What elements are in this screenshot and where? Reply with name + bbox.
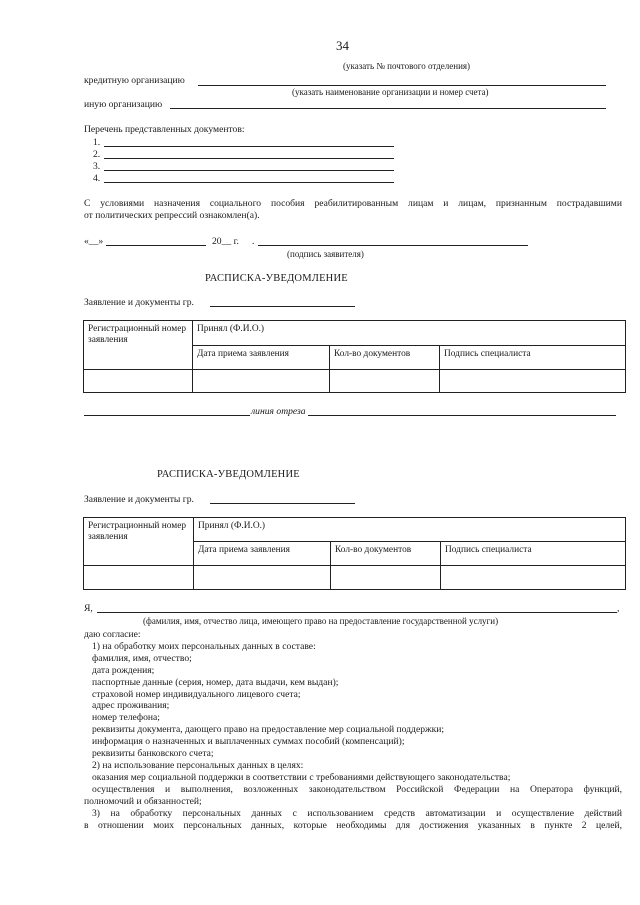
consent-line: информация о назначенных и выплаченных суммах пособий (компенсаций); [92,736,405,748]
receipt-table [83,517,626,590]
receipt-applicant-field[interactable] [210,306,355,307]
consent-line: осуществления и выполнения, возложенных законодательством Российской Федерации на Оператора функций, [92,783,622,795]
document-item-field[interactable] [104,146,394,147]
acknowledgment-text: от политических репрессий ознакомлен(а). [84,210,260,221]
receipt-applicant-field[interactable] [210,503,355,504]
postal-office-hint: (указать № почтового отделения) [343,61,471,71]
signature-cell[interactable] [440,370,626,393]
document-item-field[interactable] [104,182,394,183]
date-day-field[interactable]: «__» [84,236,104,247]
consent-line: 1) на обработку моих персональных данных в составе: [92,640,316,652]
document-item-number: 1. [93,137,101,148]
consent-line: адрес проживания; [92,700,170,712]
consent-line: фамилия, имя, отчество; [92,652,192,664]
consent-line: полномочий и обязанностей; [84,795,202,807]
accepted-header: Принял (Ф.И.О.) [194,518,626,542]
document-item-field[interactable] [104,158,394,159]
date-dot: . [252,236,255,247]
document-item-number: 4. [93,173,101,184]
consent-body [84,629,622,831]
credit-org-label: кредитную организацию [84,75,185,86]
date-month-field[interactable] [106,245,206,246]
receipt-title: РАСПИСКА-УВЕДОМЛЕНИЕ [157,469,300,480]
documents-heading: Перечень представленных документов: [84,124,245,135]
other-org-label: иную организацию [84,99,163,110]
consent-ya: Я, [84,603,93,614]
document-item-field[interactable] [104,170,394,171]
date-column-header: Дата приема заявления [193,346,330,370]
receipt-table [83,320,626,393]
consent-line: 2) на использование персональных данных в целях: [92,759,304,771]
consent-line: паспортные данные (серия, номер, дата выдачи, кем выдан); [92,676,339,688]
other-org-field[interactable] [170,108,606,109]
consent-line: номер телефона; [92,712,160,724]
signature-hint: (подпись заявителя) [287,249,364,259]
date-cell[interactable] [193,370,330,393]
signature-cell[interactable] [441,566,626,590]
consent-comma: , [617,603,620,614]
date-column-header: Дата приема заявления [194,542,331,566]
count-cell[interactable] [331,566,441,590]
receipt-title: РАСПИСКА-УВЕДОМЛЕНИЕ [205,273,348,284]
credit-org-hint: (указать наименование организации и номер счета) [292,87,489,97]
consent-line: реквизиты банковского счета; [92,748,214,760]
consent-line: оказания мер социальной поддержки в соответствии с требованиями действующего законодательства; [92,771,511,783]
accepted-header: Принял (Ф.И.О.) [193,321,626,346]
reg-number-header: Регистрационный номер заявления [84,321,193,370]
applicant-signature-field[interactable] [258,245,528,246]
cut-line-label: линия отреза [251,406,306,417]
reg-number-cell[interactable] [84,566,194,590]
reg-number-cell[interactable] [84,370,193,393]
acknowledgment-text: С условиями назначения социального пособия реабилитированным лицам и лицам, признанным пострадавшими [84,198,622,209]
reg-number-header: Регистрационный номер заявления [84,518,194,566]
consent-line: страховой номер индивидуального лицевого счета; [92,688,301,700]
consent-line: в отношении моих персональных данных, которые необходимы для достижения указанных в пункте 2 целей, [84,819,622,831]
count-column-header: Кол-во документов [330,346,440,370]
consent-line: реквизиты документа, дающего право на предоставление мер социальной поддержки; [92,724,445,736]
cut-line-left [84,415,250,416]
consent-line: даю согласие: [84,629,141,640]
receipt-applicant-label: Заявление и документы гр. [84,297,194,308]
count-cell[interactable] [330,370,440,393]
document-item-number: 2. [93,149,101,160]
receipt-applicant-label: Заявление и документы гр. [84,494,194,505]
consent-name-field[interactable] [97,612,617,613]
count-column-header: Кол-во документов [331,542,441,566]
document-item-number: 3. [93,161,101,172]
consent-line: 3) на обработку персональных данных с использованием средств автоматизации и осуществление действий [92,807,622,819]
consent-name-hint: (фамилия, имя, отчество лица, имеющего право на предоставление государственной услуги) [143,616,499,626]
signature-column-header: Подпись специалиста [441,542,626,566]
date-year-field[interactable]: 20__ г. [212,236,239,247]
page-number: 34 [336,38,349,53]
consent-line: дата рождения; [92,664,155,676]
signature-column-header: Подпись специалиста [440,346,626,370]
credit-org-field[interactable] [198,85,606,86]
cut-line-right [308,415,616,416]
date-cell[interactable] [194,566,331,590]
